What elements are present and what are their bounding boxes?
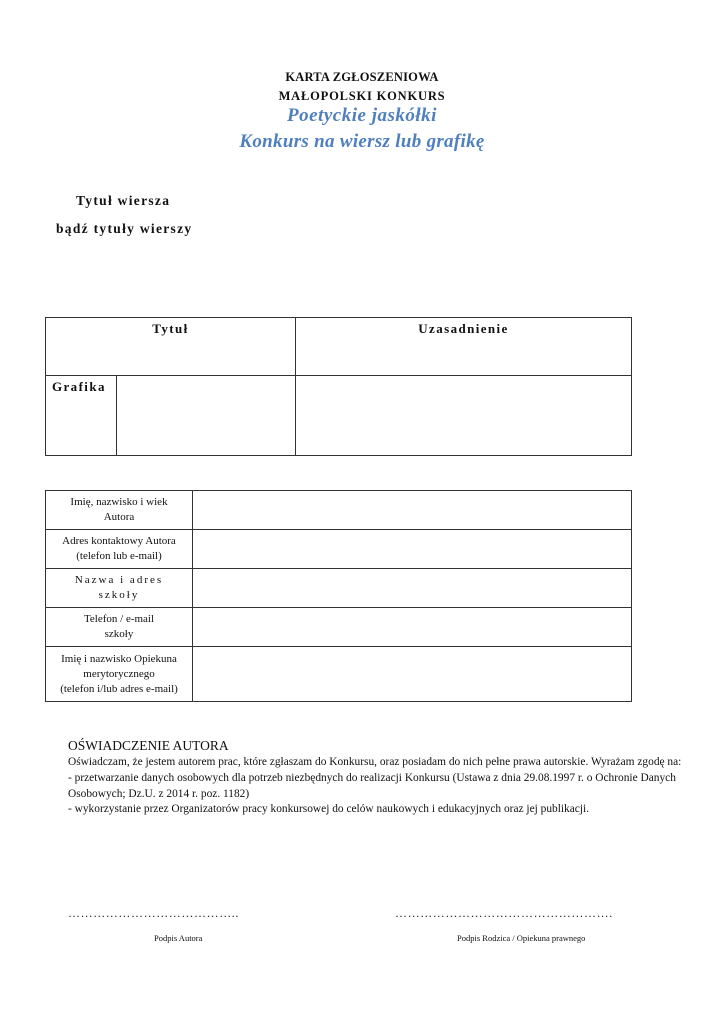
label-line: Imię, nazwisko i wiek (70, 496, 168, 508)
label-line: Nazwa i adres (74, 574, 164, 586)
contest-subtitle: Konkurs na wiersz lub grafikę (239, 131, 485, 152)
column-justification: Uzasadnienie (296, 318, 632, 376)
table-row (46, 647, 632, 702)
label-line: Imię i nazwisko Opiekuna (61, 652, 177, 665)
contest-region-title: MAŁOPOLSKI KONKURS (278, 89, 446, 103)
author-signature-label: Podpis Autora (154, 933, 203, 943)
contest-name: Poetyckie jaskółki (287, 105, 437, 126)
artwork-row-label: Grafika (46, 376, 117, 456)
artwork-table (45, 317, 632, 456)
artwork-row (46, 376, 632, 456)
artwork-title-cell[interactable] (117, 376, 296, 456)
declaration-paragraph: - wykorzystanie przez Organizatorów pracy konkursowej do celów naukowych i edukacyjnych oraz jej publikacji. (68, 803, 590, 816)
author-contact-field[interactable] (193, 530, 632, 569)
label-line: (telefon i/lub adres e-mail) (60, 682, 178, 695)
table-row (46, 608, 632, 647)
label-line: Adres kontaktowy Autora (62, 535, 176, 547)
parent-signature-label: Podpis Rodzica / Opiekuna prawnego (457, 933, 586, 943)
table-row (46, 491, 632, 530)
declaration-text (68, 755, 686, 818)
author-info-table (45, 490, 632, 702)
label-line: Telefon / e-mail (83, 613, 155, 625)
author-contact-label (46, 530, 193, 569)
table-row (46, 569, 632, 608)
school-name-address-field[interactable] (193, 569, 632, 608)
artwork-justification-cell[interactable] (296, 376, 632, 456)
declaration-paragraph: - przetwarzanie danych osobowych dla potrzeb niezbędnych do realizacji Konkursu (Ustawa z dnia 29.08.1997 r. o Ochronie Danych Osobowych; Dz.U. z 2014 r. poz. 1182) (68, 771, 676, 800)
author-name-age-field[interactable] (193, 491, 632, 530)
form-title: KARTA ZGŁOSZENIOWA (285, 70, 439, 84)
label-line: szkoły (98, 589, 140, 601)
table-row (46, 530, 632, 569)
label-line: Autora (103, 511, 135, 523)
author-name-age-label (46, 491, 193, 530)
supervisor-field[interactable] (193, 647, 632, 702)
artwork-table-header (46, 318, 632, 376)
label-line: (telefon lub e-mail) (76, 550, 162, 562)
poem-titles-label: bądź tytuły wierszy (56, 221, 193, 236)
column-title: Tytuł (46, 318, 296, 376)
poem-title-label: Tytuł wiersza (76, 193, 171, 208)
label-line: szkoły (104, 628, 134, 640)
declaration-paragraph: Oświadczam, że jestem autorem prac, które zgłaszam do Konkursu, oraz posiadam do nich pełne prawa autorskie. Wyrażam zgodę na: (68, 756, 682, 768)
school-name-address-label (46, 569, 193, 608)
author-signature-line[interactable]: ………………………………….. (68, 906, 239, 920)
school-contact-field[interactable] (193, 608, 632, 647)
label-line: merytorycznego (83, 667, 155, 680)
school-contact-label (46, 608, 193, 647)
supervisor-label (46, 647, 193, 702)
parent-signature-line[interactable]: ……………………………………………. (395, 906, 613, 920)
declaration-title: OŚWIADCZENIE AUTORA (68, 738, 229, 753)
